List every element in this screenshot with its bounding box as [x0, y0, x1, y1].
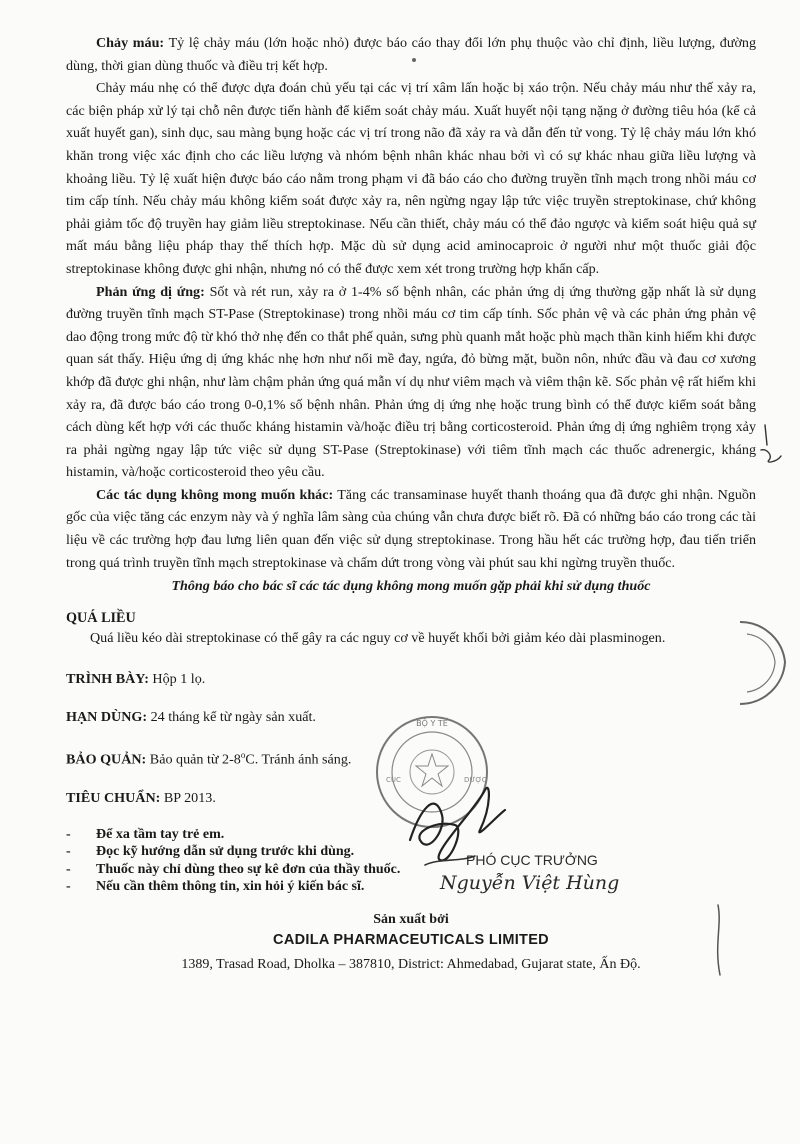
bleeding-heading: Chảy máu: — [96, 35, 165, 51]
warning-item: - Đọc kỹ hướng dẫn sử dụng trước khi dùng. — [66, 843, 756, 861]
presentation-value: Hộp 1 lọ. — [152, 670, 206, 687]
bleeding-details-paragraph: Chảy máu nhẹ có thể được dựa đoán chủ yếu tại các vị trí xâm lấn hoặc bị xáo trộn. Nếu chảy máu như thế xảy ra, các biện pháp xử lý tại chỗ nên được tiến hành để kiểm soát chảy máu. Xuất huyết nội tạng nặng ở đường tiêu hóa (kể cả xuất huyết gan), sinh dục, sau màng bụng hoặc các vị trí trong não đã xảy ra và dẫn đến tử vong. Tỷ lệ chảy máu lớn khó khăn trong việc xác định cho các liều lượng và nhóm bệnh nhân khác nhau bởi vì có sự khác nhau giữa liều lượng và khoảng liều. Tỷ lệ xuất hiện được báo cáo nằm trong phạm vi đã báo cáo cho đường truyền tĩnh mạch trong nhồi máu cơ tim cấp tính. Nếu chảy máu không kiểm soát được xảy ra, nên ngừng ngay lập tức việc truyền streptokinase, chứ không phải giảm tốc độ truyền hay giảm liều streptokinase. Nếu cần thiết, chảy máu có thể đảo ngược và kiểm soát hiệu quả sự mất máu bằng liệu pháp thay thế thích hợp. Mặc dù sử dụng acid aminocaproic ở người như một thuốc giải độc streptokinase không được ghi nhận, nhưng nó có thể được xem xét trong trường hợp khẩn cấp. — [66, 80, 756, 277]
allergy-heading: Phản ứng dị ứng: — [96, 283, 205, 300]
manufacturer-block — [66, 910, 756, 976]
other-effects-text: Tăng các transaminase huyết thanh thoáng qua đã được ghi nhận. Nguồn gốc của việc tăng các enzym này và ý nghĩa lâm sàng của chúng vẫn chưa được biết rõ. Đã có những báo cáo trong các tài liệu về các trường hợp đau lưng liên quan đến việc sử dụng streptokinase. Trong hầu hết các trường hợp, đau tiến triển trong quá trình truyền tĩnh mạch streptokinase và chấm dứt trong vòng vài phút sau khi ngừng truyền thuốc. — [66, 486, 756, 571]
warning-item: - Thuốc này chỉ dùng theo sự kê đơn của thầy thuốc. — [66, 861, 756, 879]
storage-degree: o — [240, 749, 246, 760]
margin-mark-icon — [708, 900, 728, 980]
allergy-text: Sốt và rét run, xảy ra ở 1-4% số bệnh nhân, các phản ứng dị ứng thường gặp nhất là sử dụng đường truyền tĩnh mạch ST-Pase (Streptokinase) trong nhồi máu cơ tim cấp tính. Sốc phản vệ và các phản ứng phản vệ dao động trong mức độ từ khó thở nhẹ đến co thắt phế quản, sưng phù quanh mắt hoặc phù mạch thần kinh hiếm khi được quan sát thấy. Hiệu ứng dị ứng khác nhẹ hơn như nổi mề đay, ngứa, đỏ bừng mặt, buồn nôn, nhức đầu và đau cơ xương khớp đã được ghi nhận, như làm chậm phản ứng quá mẫn ví dụ như viêm mạch và viêm thận kẽ. Sốc phản vệ rất hiếm khi xảy ra, đã được báo cáo trong 0-0,1% số bệnh nhân. Phản ứng dị ứng nhẹ hoặc trung bình có thể được kiểm soát bằng cách dùng kết hợp với các thuốc kháng histamin và/hoặc điều trị bằng corticosteroid. Phản ứng dị ứng nghiêm trọng xảy ra phải ngừng ngay lập tức việc sử dụng ST-Pase (Streptokinase) với tiêm tĩnh mạch các thuốc adrenergic, kháng histamin, và/hoặc corticosteroid theo yêu cầu. — [66, 283, 756, 481]
shelf-life-label: HẠN DÙNG: — [66, 708, 148, 725]
presentation-field — [66, 669, 756, 689]
svg-text:CỤC: CỤC — [386, 776, 401, 784]
storage-value-pre: Bảo quản từ 2-8 — [149, 751, 241, 768]
bleeding-intro-text: Tỷ lệ chảy máu (lớn hoặc nhỏ) được báo cáo thay đổi lớn phụ thuộc vào chỉ định, liều lượng, đường dùng, thời gian dùng thuốc và điều trị kết hợp. — [66, 35, 757, 74]
svg-text:DƯỢC: DƯỢC — [464, 776, 487, 784]
overdose-title: QUÁ LIỀU — [66, 609, 136, 626]
manufactured-by-label: Sản xuất bởi — [373, 911, 449, 927]
storage-value-post: C. Tránh ánh sáng. — [245, 751, 352, 768]
svg-text:BỘ Y TẾ: BỘ Y TẾ — [416, 719, 448, 728]
bleeding-paragraph — [66, 32, 756, 77]
warning-item: - Để xa tầm tay trẻ em. — [66, 826, 756, 844]
margin-initials-icon — [757, 420, 787, 470]
shelf-life-value: 24 tháng kể từ ngày sản xuất. — [150, 708, 316, 725]
presentation-label: TRÌNH BÀY: — [66, 670, 149, 687]
storage-label: BẢO QUẢN: — [66, 751, 147, 768]
signatory-name: Nguyễn Việt Hùng — [440, 872, 620, 894]
adverse-effects-notice: Thông báo cho bác sĩ các tác dụng không mong muốn gặp phải khi sử dụng thuốc — [171, 578, 651, 595]
signatory-title: PHÓ CỤC TRƯỞNG — [466, 852, 598, 868]
other-effects-heading: Các tác dụng không mong muốn khác: — [96, 486, 334, 503]
other-effects-paragraph — [66, 484, 756, 574]
edge-stamp-icon — [735, 612, 795, 712]
overdose-text: Quá liều kéo dài streptokinase có thể gây ra các nguy cơ về huyết khối bởi giảm kéo dài plasminogen. — [90, 629, 666, 646]
standard-value: BP 2013. — [163, 789, 216, 806]
manufacturer-address: 1389, Trasad Road, Dholka – 387810, District: Ahmedabad, Gujarat state, Ấn Độ. — [181, 956, 641, 972]
allergy-paragraph — [66, 281, 756, 484]
manufacturer-name: CADILA PHARMACEUTICALS LIMITED — [273, 931, 549, 948]
standard-label: TIÊU CHUẨN: — [66, 789, 161, 806]
warning-item: - Nếu cần thêm thông tin, xin hỏi ý kiến bác sĩ. — [66, 878, 756, 896]
